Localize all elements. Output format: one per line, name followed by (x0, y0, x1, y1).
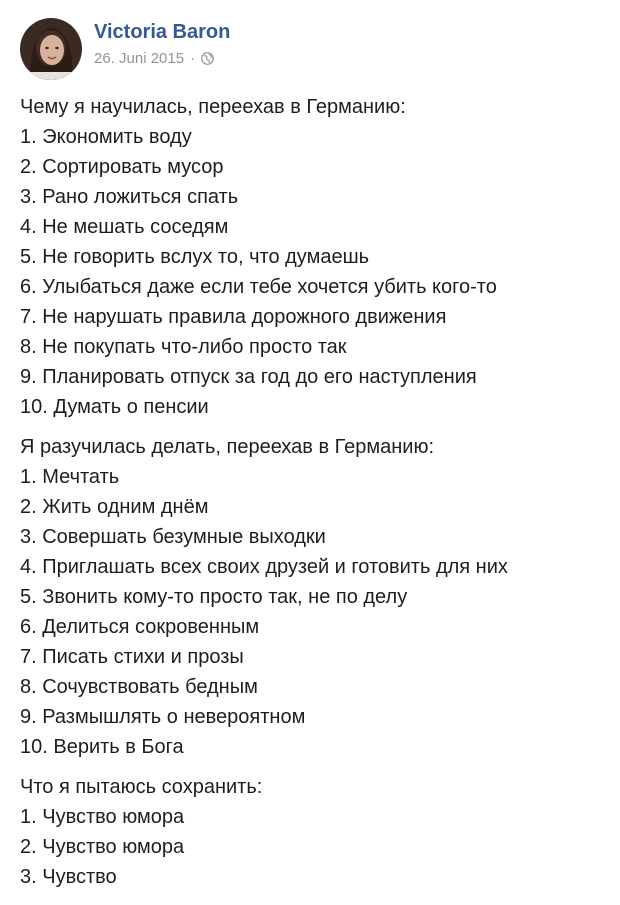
list-item: 10. Верить в Бога (20, 736, 184, 758)
list-item: 5. Не говорить вслух то, что думаешь (20, 246, 370, 268)
list-item: 4. Приглашать всех своих друзей и готовить для них (20, 556, 508, 578)
list-item: 1. Мечтать (20, 466, 120, 488)
list-item: 3. Совершать безумные выходки (20, 526, 326, 548)
section-title: Что я пытаюсь сохранить: (20, 776, 263, 798)
list-item: 4. Не мешать соседям (20, 216, 229, 238)
section-title: Я разучилась делать, переехав в Германию: (20, 436, 435, 458)
author-name[interactable]: Victoria Baron (94, 21, 231, 43)
list-item: 7. Писать стихи и прозы (20, 646, 244, 668)
list-item: 3. Рано ложиться спать (20, 186, 239, 208)
list-item: 6. Улыбаться даже если тебе хочется убить кого-то (20, 276, 497, 298)
globe-icon[interactable] (201, 52, 214, 65)
list (20, 802, 610, 892)
list-item: 3. Чувство (20, 866, 117, 888)
list-item: 6. Делиться сокровенным (20, 616, 260, 638)
list-item: 9. Планировать отпуск за год до его наступления (20, 366, 477, 388)
list-item: 10. Думать о пенсии (20, 396, 209, 418)
section-unlearned (20, 432, 610, 762)
section-learned (20, 92, 610, 422)
section-keeping (20, 772, 610, 892)
post-subline (94, 50, 230, 67)
post-meta (94, 18, 230, 67)
list-item: 8. Не покупать что-либо просто так (20, 336, 347, 358)
list-item: 1. Экономить воду (20, 126, 192, 148)
post-content (20, 92, 610, 902)
avatar[interactable] (20, 18, 82, 80)
list-item: 8. Сочувствовать бедным (20, 676, 258, 698)
list (20, 122, 610, 422)
list-item: 7. Не нарушать правила дорожного движения (20, 306, 447, 328)
list-item: 2. Сортировать мусор (20, 156, 224, 178)
avatar-photo (20, 18, 82, 80)
section-title: Чему я научилась, переехав в Германию: (20, 96, 406, 118)
list-item: 2. Чувство юмора (20, 836, 185, 858)
list-item: 9. Размышлять о невероятном (20, 706, 306, 728)
separator-dot: · (190, 50, 196, 67)
list-item: 2. Жить одним днём (20, 496, 209, 518)
list-item: 1. Чувство юмора (20, 806, 185, 828)
post-date[interactable]: 26. Juni 2015 (94, 50, 185, 67)
list-item: 5. Звонить кому-то просто так, не по делу (20, 586, 408, 608)
post-header (20, 18, 230, 80)
list (20, 462, 610, 762)
